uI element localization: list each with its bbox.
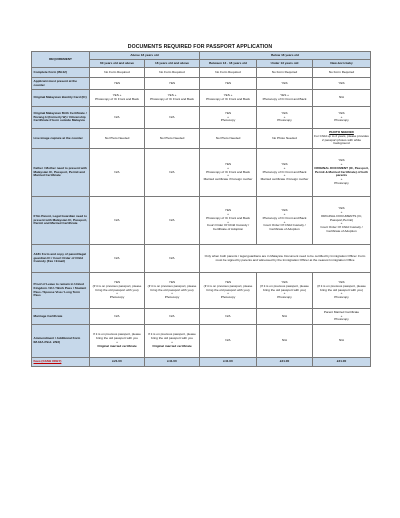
- table-cell: [145, 78, 200, 90]
- cell-text: No Form Required: [159, 69, 185, 74]
- cell-text: Photocopy of IC Front and Back: [206, 97, 250, 101]
- cell-text: N/A: [281, 313, 288, 318]
- table-cell: [200, 325, 257, 358]
- table-cell: [200, 197, 257, 245]
- table-cell: [257, 273, 313, 309]
- requirements-table: [31, 51, 371, 367]
- table-cell: [145, 273, 200, 309]
- cell-text: N/A: [169, 313, 175, 318]
- cell-text: Married certificate if foreign mother: [260, 177, 309, 182]
- table-cell: [200, 78, 257, 90]
- cell-text: N/A: [281, 338, 288, 343]
- fee-value: £21.00: [90, 358, 145, 367]
- table-cell: [90, 68, 145, 78]
- cell-text: N/A: [225, 313, 231, 318]
- table-cell: [257, 90, 313, 107]
- cell-text: Original married certificate: [97, 343, 137, 348]
- table-cell: [90, 149, 145, 197]
- cell-text: YES: [338, 206, 345, 211]
- merged-note-cell: Only when both parents / legal guardians are in Malaysia. Document need to be certified by Immigration Officer. Form must be signed by parents and witnessed by the Immigration Officer at the nearest Immigration Office: [200, 245, 371, 273]
- cell-text: N/A: [338, 338, 345, 343]
- header-below-18: Below 18 years old: [200, 52, 371, 60]
- cell-text: YES: [224, 80, 232, 85]
- cell-text: For Child up to 2 years, please provides 2 passport photos with white background: [314, 133, 369, 146]
- cell-text: +: [340, 291, 343, 296]
- cell-text: N/A: [114, 217, 120, 222]
- cell-text: Photocopy: [334, 180, 349, 185]
- fee-value: £41.00: [200, 358, 257, 367]
- table-cell: [90, 197, 145, 245]
- cell-text: No Form Required: [328, 69, 355, 74]
- table-cell: [145, 90, 200, 107]
- cell-text: +: [340, 313, 343, 318]
- header-col-under-13: Under 13 years old: [257, 60, 313, 68]
- table-cell: [145, 245, 200, 273]
- table-cell: [257, 78, 313, 90]
- cell-text: +: [340, 114, 343, 119]
- header-requirement: REQUIREMENT: [32, 52, 90, 68]
- cell-text: N/A: [338, 95, 345, 100]
- fees-label: Fees (CASH ONLY): [32, 358, 90, 367]
- cell-text: No Photo Needed: [272, 135, 297, 140]
- header-col-18-plus: 18 years old and above: [145, 60, 200, 68]
- cell-text: Photocopy: [220, 118, 236, 123]
- requirement-label: Ammendment / Additional Form IM.42A-Pind. 2/93): [32, 325, 90, 358]
- header-col-60-plus: 60 years old and above: [90, 60, 145, 68]
- requirement-label: Live image capture at the counter: [32, 129, 90, 149]
- cell-text: PHOTO NEEDED: [329, 129, 354, 134]
- cell-text: +: [116, 340, 118, 344]
- cell-text: No Form Required: [104, 69, 130, 74]
- cell-text: YES: [281, 80, 288, 85]
- table-row: [32, 309, 371, 325]
- header-col-13-18: Between 13 - 18 years old: [200, 60, 257, 68]
- table-row: [32, 107, 371, 129]
- fee-value: £41.00: [145, 358, 200, 367]
- table-cell: [200, 107, 257, 129]
- table-cell: [313, 325, 371, 358]
- cell-text: +: [283, 291, 286, 296]
- cell-text: Court Order Of Child Custody / Certificate of Adoption: [263, 223, 306, 232]
- table-cell: [145, 309, 200, 325]
- table-cell: [313, 90, 371, 107]
- table-cell: [90, 273, 145, 309]
- fees-row: [32, 358, 371, 367]
- table-cell: [313, 107, 371, 129]
- cell-text: +: [283, 219, 286, 224]
- cell-text: Photocopy: [220, 295, 236, 300]
- cell-text: Photocopy: [334, 118, 349, 123]
- table-cell: [200, 68, 257, 78]
- cell-text: Original married certificate: [152, 343, 192, 348]
- header-col-newborn: New-born baby: [313, 60, 371, 68]
- table-row: [32, 78, 371, 90]
- cell-text: Photocopy: [277, 118, 292, 123]
- cell-text: +: [283, 211, 286, 216]
- requirement-label: Original Malaysian Birth Certificate / Borang H (formerly W) / Citizenship Certificate if born outside Malaysia: [32, 107, 90, 129]
- table-cell: [313, 309, 371, 325]
- cell-text: Photocopy of IC Front and Back: [150, 97, 194, 101]
- cell-text: (If it is on previous passport, please bring the old passport with you): [92, 283, 142, 292]
- header-above-18: Above 18 years old: [90, 52, 200, 60]
- cell-text: N/A: [169, 169, 175, 174]
- cell-text: YES: [338, 280, 345, 284]
- cell-text: Photocopy of IC Front and Back: [262, 97, 307, 101]
- cell-text: No Photo Needed: [159, 135, 185, 140]
- cell-text: If it is on previous passport, please bring the old passport with you: [93, 332, 141, 341]
- table-cell: [313, 273, 371, 309]
- cell-text: Parent Married Certificate: [323, 309, 360, 314]
- cell-text: Photocopy of IC Front and Back: [206, 215, 250, 220]
- cell-text: +: [283, 165, 286, 170]
- cell-text: N/A: [169, 255, 175, 260]
- cell-text: Court Order Of Child Custody / Certificate of Adoption: [206, 223, 250, 232]
- fee-value: £21.00: [257, 358, 313, 367]
- table-cell: [145, 149, 200, 197]
- table-cell: [90, 309, 145, 325]
- table-cell: [313, 149, 371, 197]
- table-row: [32, 68, 371, 78]
- requirement-label: If No Parent, Legal Guardian need to present with Malaysian IC, Passport, Permit and Married Certificate: [32, 197, 90, 245]
- requirement-label: Applicant must present at the counter: [32, 78, 90, 90]
- cell-text: YES: [281, 110, 288, 115]
- table-cell: [200, 129, 257, 149]
- table-row: [32, 197, 371, 245]
- cell-text: N/A: [114, 313, 120, 318]
- cell-text: +: [227, 114, 229, 119]
- table-cell: [257, 309, 313, 325]
- table-cell: [200, 273, 257, 309]
- cell-text: Photocopy: [109, 295, 125, 300]
- cell-text: (If it is on previous passport, please bring the old passport with you): [147, 283, 197, 292]
- cell-text: +: [340, 162, 343, 166]
- table-cell: [90, 245, 145, 273]
- table-cell: [313, 197, 371, 245]
- cell-text: Photocopy: [334, 317, 349, 322]
- requirement-label: Father / Mother need to present with Malaysian IC, Passport, Permit and Married Certificate: [32, 149, 90, 197]
- table-cell: [145, 325, 200, 358]
- cell-text: Photocopy of IC Front and Back: [95, 97, 139, 101]
- table-row: [32, 129, 371, 149]
- cell-text: YES +: [223, 93, 233, 98]
- cell-text: YES +: [280, 93, 289, 98]
- cell-text: YES: [113, 280, 121, 284]
- requirement-label: Proof of Leave to remain in United Kingdom / EU / Work Pass / Student Pass / Spouse Visa / Long Term Pass: [32, 273, 90, 309]
- cell-text: YES: [168, 280, 176, 284]
- cell-text: +: [283, 173, 286, 178]
- table-cell: [90, 325, 145, 358]
- cell-text: +: [171, 340, 173, 344]
- cell-text: YES: [224, 162, 232, 166]
- cell-text: Photocopy of IC Front and Back: [262, 215, 307, 220]
- cell-text: YES: [338, 158, 345, 163]
- table-cell: [257, 325, 313, 358]
- cell-text: (If it is on previous passport, please bring the old passport with you): [317, 283, 366, 292]
- cell-text: Photocopy: [277, 295, 292, 300]
- cell-text: +: [227, 291, 229, 296]
- table-cell: [145, 129, 200, 149]
- table-row: [32, 273, 371, 309]
- cell-text: +: [227, 173, 229, 178]
- cell-text: +: [227, 211, 229, 216]
- requirements-table-body: [32, 68, 371, 367]
- cell-text: YES: [224, 280, 232, 284]
- cell-text: N/A: [114, 255, 120, 260]
- cell-text: No Photo Needed: [215, 135, 241, 140]
- cell-text: Photocopy: [334, 295, 349, 300]
- table-cell: [90, 90, 145, 107]
- table-cell: [145, 107, 200, 129]
- cell-text: +: [227, 219, 229, 224]
- table-row: [32, 149, 371, 197]
- cell-text: +: [340, 221, 343, 226]
- cell-text: N/A: [225, 338, 231, 343]
- table-cell: [200, 149, 257, 197]
- cell-text: ORIGINAL DOCUMENT (IC, Passport, Permit & Married Certificate) of both parents: [314, 165, 369, 178]
- cell-text: Married certificate if Foreign mother: [203, 177, 253, 182]
- cell-text: YES: [281, 162, 288, 166]
- table-cell: [313, 129, 371, 149]
- fee-value: £21.00: [313, 358, 371, 367]
- cell-text: +: [171, 291, 173, 296]
- cell-text: (If it is on previous passport, please bring the old passport with you): [260, 283, 309, 292]
- cell-text: No Form Required: [271, 69, 298, 74]
- cell-text: N/A: [169, 114, 175, 119]
- cell-text: YES: [281, 208, 288, 213]
- table-cell: [200, 309, 257, 325]
- table-row: [32, 325, 371, 358]
- cell-text: N/A: [114, 169, 120, 174]
- cell-text: YES +: [112, 93, 122, 98]
- cell-text: YES: [113, 80, 121, 85]
- cell-text: ORIGINAL DOCUMENTS (IC, Passport,Permit): [320, 213, 363, 222]
- cell-text: YES: [338, 110, 345, 115]
- cell-text: YES: [168, 80, 176, 85]
- cell-text: +: [340, 177, 343, 182]
- table-cell: [257, 149, 313, 197]
- table-cell: [90, 129, 145, 149]
- cell-text: +: [116, 291, 118, 296]
- table-cell: [257, 129, 313, 149]
- cell-text: Photocopy of IC Front and Back: [206, 169, 250, 174]
- cell-text: YES: [338, 80, 345, 85]
- cell-text: +: [227, 165, 229, 170]
- cell-text: (If it is on previous passport, please bring the old passport with you): [203, 283, 253, 292]
- table-cell: [257, 197, 313, 245]
- cell-text: YES: [281, 280, 288, 284]
- cell-text: +: [340, 210, 343, 214]
- table-cell: [257, 107, 313, 129]
- cell-text: YES +: [167, 93, 177, 98]
- cell-text: Photocopy: [164, 295, 180, 300]
- requirement-label: A181 Form and copy of parent/legal guardian IC / Court Order of Child Custody (Fax / Email): [32, 245, 90, 273]
- table-cell: [257, 68, 313, 78]
- cell-text: Court Order Of Child Custody / Certificate of Adoption: [320, 225, 363, 233]
- table-cell: [313, 78, 371, 90]
- cell-text: No Form Required: [215, 69, 241, 74]
- requirement-label: Marriage Certificate: [32, 309, 90, 325]
- cell-text: N/A: [169, 217, 175, 222]
- requirement-label: Complete Form (IM.42): [32, 68, 90, 78]
- table-cell: [200, 90, 257, 107]
- table-cell: [145, 68, 200, 78]
- requirement-label: Original Malaysian Identity Card (IC): [32, 90, 90, 107]
- table-cell: [90, 78, 145, 90]
- cell-text: N/A: [114, 114, 120, 119]
- table-cell: [313, 68, 371, 78]
- cell-text: If it is on previous passport, please bring the old passport with you: [148, 332, 196, 341]
- cell-text: No Photo Needed: [104, 135, 130, 140]
- cell-text: YES: [224, 208, 232, 213]
- table-cell: [145, 197, 200, 245]
- cell-text: Photocopy of IC Front and Back: [262, 169, 307, 174]
- page-title: DOCUMENTS REQUIRED FOR PASSPORT APPLICATION: [127, 44, 273, 50]
- cell-text: +: [283, 114, 286, 119]
- cell-text: YES: [224, 110, 232, 115]
- table-cell: [90, 107, 145, 129]
- table-row: [32, 245, 371, 273]
- table-row: [32, 90, 371, 107]
